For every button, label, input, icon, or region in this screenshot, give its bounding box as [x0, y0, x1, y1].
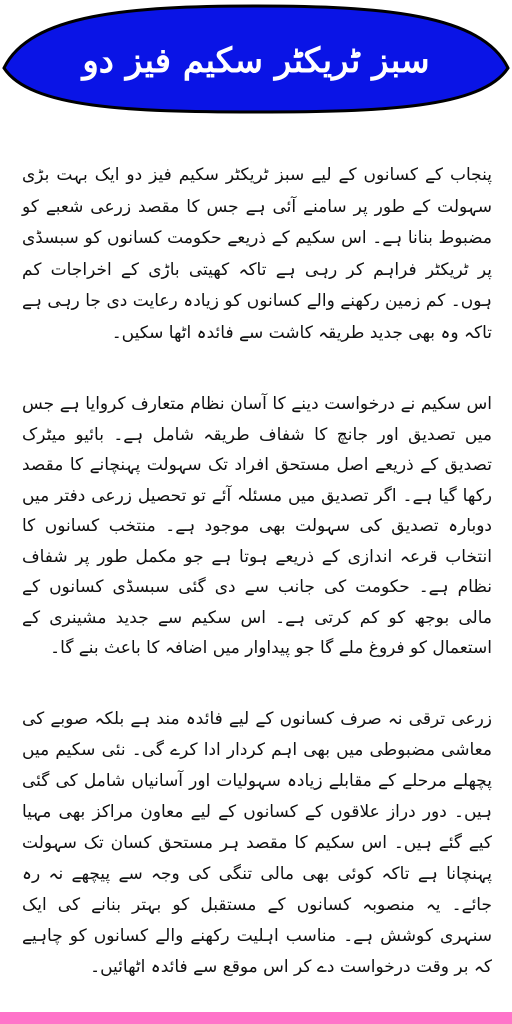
paragraph-agricultural-development: زرعی ترقی نہ صرف کسانوں کے لیے فائدہ مند ہے بلکہ صوبے کی معاشی مضبوطی میں بھی اہم کردار ادا کرے گی۔ نئی سکیم میں پچھلے مرحلے کے مقابلے زیادہ سہولیات اور آسانیاں شامل کی گئی ہیں۔ دور دراز علاقوں کے کسانوں کے لیے معاون مراکز بھی مہیا کیے گئے ہیں۔ اس سکیم کا مقصد ہر مستحق کسان تک سہولت پہنچانا ہے تاکہ کوئی بھی مالی تنگی کی وجہ سے پیچھے نہ رہ جائے۔ یہ منصوبہ کسانوں کے مستقبل کو بہتر بنانے کی ایک سنہری کوشش ہے۔ مناسب اہلیت رکھنے والے کسانوں کو چاہیے کہ بر وقت درخواست دے کر اس موقع سے فائدہ اٹھائیں۔ — [22, 708, 492, 977]
paragraph-application-process: اس سکیم نے درخواست دینے کا آسان نظام متعارف کروایا ہے جس میں تصدیق اور جانچ کا شفاف طریقہ شامل ہے۔ بائیو میٹرک تصدیق کے ذریعے اصل مستحق افراد تک سہولت پہنچانے کا مقصد رکھا گیا ہے۔ اگر تصدیق میں مسئلہ آئے تو تحصیل زرعی دفتر میں دوبارہ تصدیق کی سہولت بھی موجود ہے۔ منتخب کسانوں کا انتخاب قرعہ اندازی کے ذریعے ہوتا ہے جو مکمل طور پر شفاف نظام ہے۔ حکومت کی جانب سے دی گئی سبسڈی کسانوں کے مالی بوجھ کو کم کرتی ہے۔ اس سکیم سے جدید مشینری کے استعمال کو فروغ ملے گا جو پیداوار میں اضافہ کا باعث بنے گا۔ — [22, 394, 492, 658]
header-banner — [0, 0, 512, 118]
article-body — [22, 160, 492, 1023]
footer-bar — [0, 1012, 512, 1024]
paragraph-intro: پنجاب کے کسانوں کے لیے سبز ٹریکٹر سکیم فیز دو ایک بہت بڑی سہولت کے طور پر سامنے آئی ہے جس کا مقصد زرعی شعبے کو مضبوط بنانا ہے۔ اس سکیم کے ذریعے حکومت کسانوں کو سبسڈی پر ٹریکٹر فراہم کر رہی ہے تاکہ کھیتی باڑی کے اخراجات کم ہوں۔ کم زمین رکھنے والے کسانوں کو زیادہ رعایت دی جا رہی ہے تاکہ وہ بھی جدید طریقہ کاشت سے فائدہ اٹھا سکیں۔ — [22, 165, 492, 343]
page-title: سبز ٹریکٹر سکیم فیز دو — [82, 41, 430, 81]
